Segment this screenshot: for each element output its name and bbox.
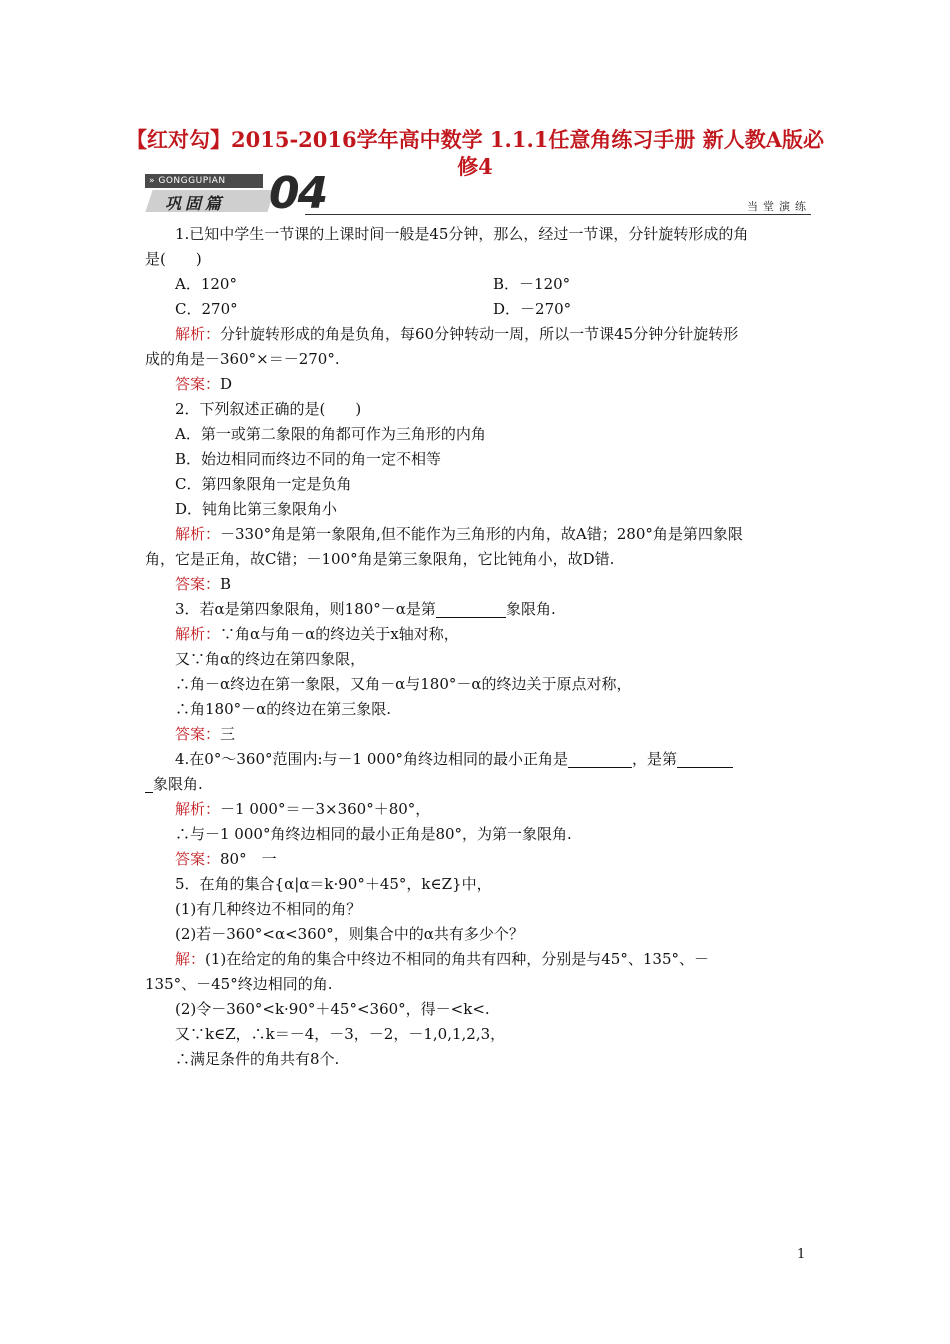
analysis-label: 解析：	[175, 325, 221, 343]
q3-analysis-text: ∵角α与角－α的终边关于x轴对称，	[220, 625, 459, 643]
q1-option-c: C．270°	[175, 300, 238, 318]
answer-label: 答案：	[175, 375, 221, 393]
q1-answer-value: D	[220, 375, 233, 393]
banner-number: 04	[269, 168, 327, 219]
q1-stem-line2: 是( )	[145, 250, 202, 268]
q5-solution-text: (1)在给定的角的集合中终边不相同的角共有四种，分别是与45°、135°、－	[205, 950, 709, 968]
q5-stem: 5．在角的集合{α|α＝k·90°＋45°，k∈Z}中，	[175, 875, 492, 893]
q2-analysis-text: －330°角是第一象限角,但不能作为三角形的内角，故A错；280°角是第四象限	[220, 525, 743, 543]
q3-analysis-line1	[145, 622, 811, 647]
q3-analysis-line3: ∴角－α终边在第一象限，又角－α与180°－α的终边关于原点对称，	[175, 675, 632, 693]
q5-solution-line3: (2)令－360°<k·90°＋45°<360°，得－<k<.	[175, 1000, 490, 1018]
q1-answer	[145, 372, 811, 397]
analysis-label: 解析：	[175, 625, 221, 643]
q2-stem: 2．下列叙述正确的是( )	[175, 400, 362, 418]
q1-options-row1	[145, 272, 811, 297]
banner-right-label: 当堂演练	[747, 200, 811, 213]
q4-answer-value: 80° 一	[220, 850, 277, 868]
analysis-label: 解析：	[175, 800, 221, 818]
q1-analysis-line1	[145, 322, 811, 347]
q2-option-c: C．第四象限角一定是负角	[175, 475, 352, 493]
exercise-content	[145, 222, 811, 1072]
q4-stem-line1	[145, 747, 811, 772]
q3-stem-pre: 3．若α是第四象限角，则180°－α是第	[175, 600, 436, 618]
q4-analysis-text: －1 000°＝－3×360°＋80°，	[220, 800, 431, 818]
q5-solution-line5: ∴满足条件的角共有8个.	[175, 1050, 340, 1068]
q4-blank-1	[568, 751, 632, 768]
q3-analysis-line2: 又∵角α的终边在第四象限，	[175, 650, 366, 668]
q4-answer	[145, 847, 811, 872]
q2-option-d: D．钝角比第三象限角小	[175, 500, 338, 518]
document-title: 【红对勾】2015-2016学年高中数学 1.1.1任意角练习手册 新人教A版必修4	[126, 127, 824, 179]
page-number: 1	[797, 1247, 806, 1262]
q1-stem-line1: 1.已知中学生一节课的上课时间一般是45分钟，那么，经过一节课，分针旋转形成的角	[175, 225, 749, 243]
q2-answer	[145, 572, 811, 597]
q2-option-a: A．第一或第二象限的角都可作为三角形的内角	[175, 425, 486, 443]
q5-solution-line1	[145, 947, 811, 972]
q1-analysis-line2: 成的角是－360°×＝－270°.	[145, 350, 340, 368]
q4-stem-post: 象限角.	[153, 775, 203, 793]
q4-analysis-line1	[145, 797, 811, 822]
analysis-label: 解析：	[175, 525, 221, 543]
q1-option-d: D．－270°	[493, 300, 572, 318]
banner-rule	[305, 214, 811, 215]
q3-answer-value: 三	[220, 725, 236, 743]
q2-answer-value: B	[220, 575, 232, 593]
q5-sub2: (2)若－360°<α<360°，则集合中的α共有多少个？	[175, 925, 524, 943]
q4-stem-line2	[145, 772, 811, 797]
q2-analysis-line2: 角，它是正角，故C错；－100°角是第三象限角，它比钝角小，故D错.	[145, 550, 615, 568]
q4-blank-2b	[145, 776, 153, 793]
solution-label: 解：	[175, 950, 206, 968]
answer-label: 答案：	[175, 850, 221, 868]
answer-label: 答案：	[175, 725, 221, 743]
q3-analysis-line4: ∴角180°－α的终边在第三象限.	[175, 700, 392, 718]
q1-analysis-text: 分针旋转形成的角是负角，每60分钟转动一周，所以一节课45分钟分针旋转形	[220, 325, 739, 343]
q5-sub1: (1)有几种终边不相同的角？	[175, 900, 362, 918]
q3-blank	[436, 601, 506, 618]
q1-options-row2	[145, 297, 811, 322]
q1-option-b: B．－120°	[493, 275, 571, 293]
q4-stem-mid: ，是第	[631, 750, 677, 768]
q3-stem-post: 象限角.	[505, 600, 556, 618]
q5-solution-line4: 又∵k∈Z，∴k＝－4，－3，－2，－1,0,1,2,3，	[175, 1025, 506, 1043]
q3-answer	[145, 722, 811, 747]
answer-label: 答案：	[175, 575, 221, 593]
q5-solution-line2: 135°、－45°终边相同的角.	[145, 975, 333, 993]
q4-blank-2a	[677, 751, 733, 768]
banner-label: 巩固篇	[165, 194, 226, 213]
q3-stem	[145, 597, 811, 622]
section-banner	[145, 168, 811, 219]
q2-analysis-line1	[145, 522, 811, 547]
banner-tag: » GONGGUPIAN	[145, 174, 263, 188]
q4-stem-pre: 4.在0°～360°范围内:与－1 000°角终边相同的最小正角是	[175, 750, 568, 768]
q4-analysis-line2: ∴与－1 000°角终边相同的最小正角是80°，为第一象限角.	[175, 825, 572, 843]
q1-option-a: A．120°	[175, 275, 237, 293]
q2-option-b: B．始边相同而终边不同的角一定不相等	[175, 450, 442, 468]
